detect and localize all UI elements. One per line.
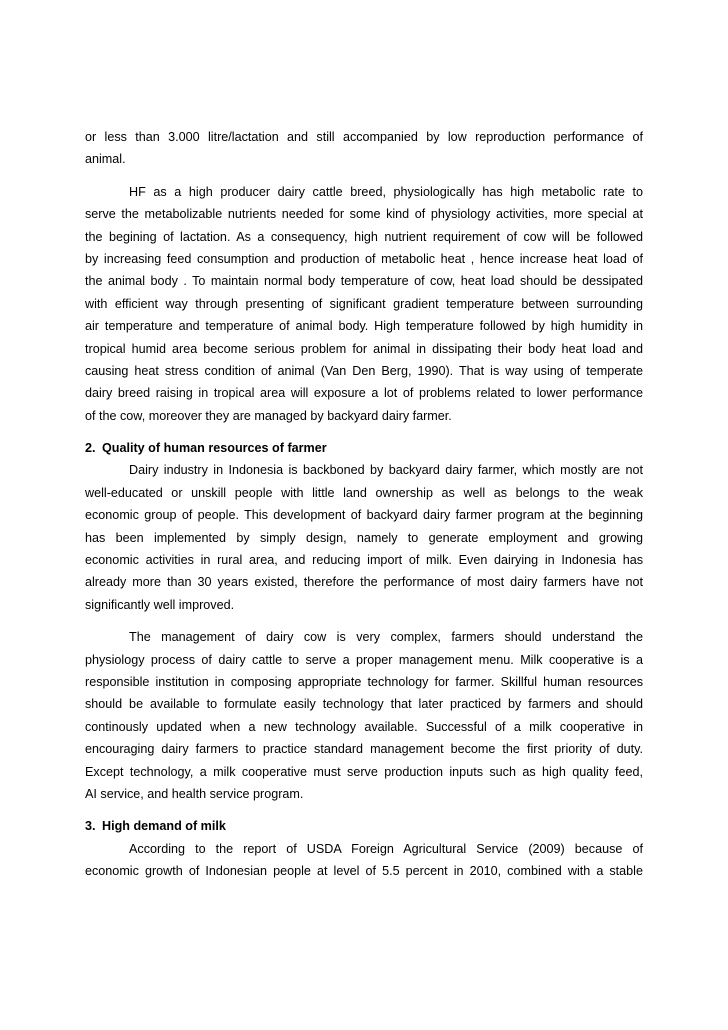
section-heading-human-resources xyxy=(85,437,643,459)
text-line: air temperature and temperature of animal body. High temperature followed by high humidity in xyxy=(85,319,643,334)
section-heading-milk-demand xyxy=(85,815,643,837)
paragraph-dairy-industry xyxy=(85,459,643,616)
paragraph-hf-breed xyxy=(85,181,643,427)
paragraph-continuation xyxy=(85,126,643,171)
text-line: of the cow, moreover they are managed by backyard dairy farmer. xyxy=(85,408,452,423)
text-line: with efficient way through presenting of significant gradient temperature between surrounding xyxy=(85,296,643,311)
text-line: AI service, and health service program. xyxy=(85,786,304,801)
paragraph-usda-report xyxy=(85,838,643,883)
text-line: or less than 3.000 litre/lactation and still accompanied by low reproduction performance of xyxy=(85,130,643,144)
text-line: The management of dairy cow is very complex, farmers should understand the xyxy=(129,630,643,645)
text-line: Except technology, a milk cooperative must serve production inputs such as high quality feed, xyxy=(85,764,643,779)
text-line: HF as a high producer dairy cattle breed, physiologically has high metabolic rate to xyxy=(129,184,643,199)
text-line: the animal body . To maintain normal body temperature of cow, heat load should be dessipated xyxy=(85,274,643,289)
text-line: serve the metabolizable nutrients needed for some kind of physiology activities, more special at xyxy=(85,207,643,222)
text-line: the begining of lactation. As a consequency, high nutrient requirement of cow will be followed xyxy=(85,229,643,244)
text-line: According to the report of USDA Foreign Agricultural Service (2009) because of xyxy=(129,841,643,856)
text-line: responsible institution in composing appropriate technology for farmer. Skillful human resources xyxy=(85,674,643,689)
document-page xyxy=(85,126,643,883)
text-line: physiology process of dairy cattle to serve a proper management menu. Milk cooperative is a xyxy=(85,652,643,667)
text-line: has been implemented by simply design, namely to generate employment and growing xyxy=(85,530,643,545)
text-line: economic group of people. This development of backyard dairy farmer program at the beginning xyxy=(85,508,643,523)
text-line: tropical humid area become serious problem for animal in dissipating their body heat load and xyxy=(85,341,643,356)
text-line: should be available to formulate easily technology that later practiced by farmers and should xyxy=(85,697,643,712)
text-line: causing heat stress condition of animal (Van Den Berg, 1990). That is way using of temperate xyxy=(85,363,643,378)
section-number: 3. xyxy=(85,819,96,834)
text-line: by increasing feed consumption and production of metabolic heat , hence increase heat load of xyxy=(85,251,643,266)
text-line: animal. xyxy=(85,152,126,167)
text-line: well-educated or unskill people with little land ownership as well as belongs to the weak xyxy=(85,485,643,500)
text-line: significantly well improved. xyxy=(85,597,235,612)
text-line: economic growth of Indonesian people at level of 5.5 percent in 2010, combined with a stable xyxy=(85,864,643,879)
section-title: Quality of human resources of farmer xyxy=(102,441,327,456)
text-line: already more than 30 years existed, therefore the performance of most dairy farmers have not xyxy=(85,575,643,590)
text-line: continously updated when a new technology available. Successful of a milk cooperative in xyxy=(85,719,643,734)
text-line: Dairy industry in Indonesia is backboned by backyard dairy farmer, which mostly are not xyxy=(129,463,643,478)
text-line: encouraging dairy farmers to practice standard management become the first priority of duty. xyxy=(85,742,643,757)
section-number: 2. xyxy=(85,441,96,456)
text-line: economic activities in rural area, and reducing import of milk. Even dairying in Indonesia has xyxy=(85,553,643,568)
text-line: dairy breed raising in tropical area will exposure a lot of problems related to lower performance xyxy=(85,386,643,401)
section-title: High demand of milk xyxy=(102,819,226,834)
paragraph-management xyxy=(85,626,643,805)
